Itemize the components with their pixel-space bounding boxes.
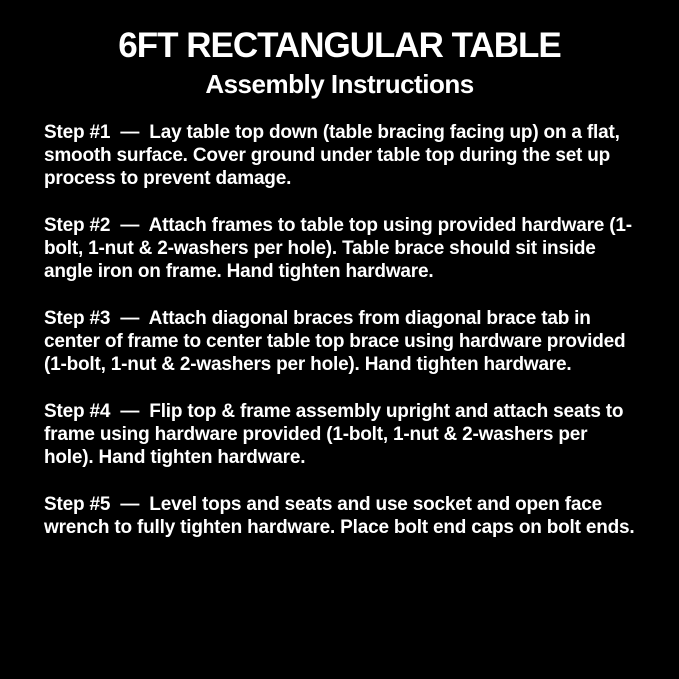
step-1-instruction: Step #1 — Lay table top down (table bracing facing up) on a flat, smooth surface. Cover ground under table top during the set up process to prevent damage. — [44, 122, 625, 190]
step-3-instruction: Step #3 — Attach diagonal braces from diagonal brace tab in center of frame to center table top brace using hardware provided (1-bolt, 1-nut & 2-washers per hole). Hand tighten hardware. — [44, 308, 631, 376]
step-4-instruction: Step #4 — Flip top & frame assembly upright and attach seats to frame using hardware provided (1-bolt, 1-nut & 2-washers per hole). Hand tighten hardware. — [44, 401, 629, 469]
step-2-instruction: Step #2 — Attach frames to table top using provided hardware (1-bolt, 1-nut & 2-washers per hole). Table brace should sit inside angle iron on frame. Hand tighten hardware. — [44, 215, 632, 283]
steps-list — [44, 121, 639, 539]
page-subtitle: Assembly Instructions — [205, 69, 474, 100]
card-header — [44, 26, 635, 100]
page-title: 6FT RECTANGULAR TABLE — [118, 26, 561, 65]
step-5-instruction: Step #5 — Level tops and seats and use socket and open face wrench to fully tighten hardware. Place bolt end caps on bolt ends. — [44, 494, 635, 539]
